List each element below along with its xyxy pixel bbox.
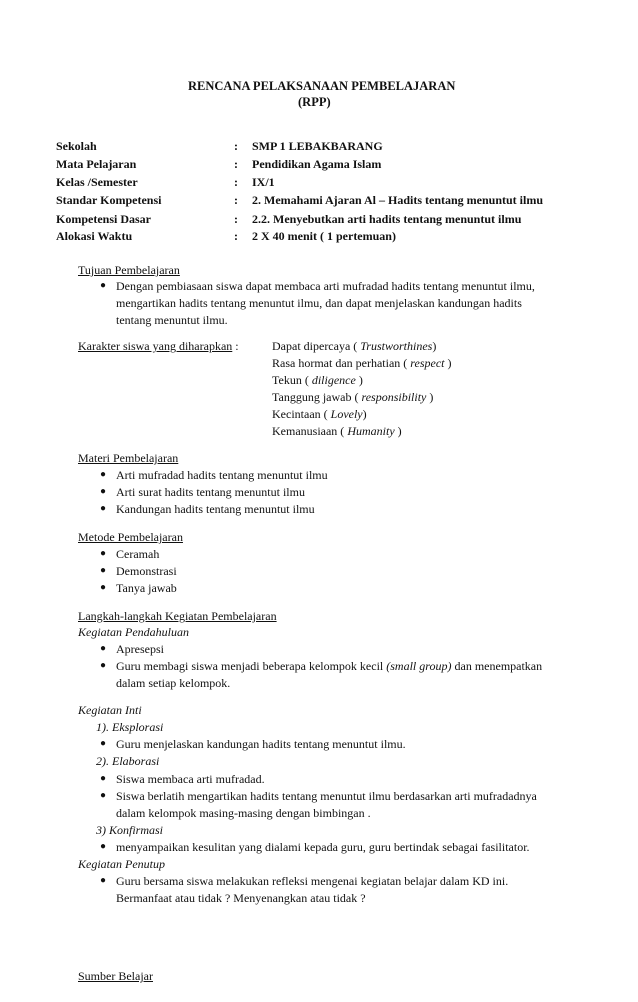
identity-colon: :: [234, 175, 238, 189]
subheading-pendahuluan: Kegiatan Pendahuluan: [78, 625, 189, 639]
karakter-item: Kemanusiaan ( Humanity ): [272, 424, 402, 438]
identity-value-sekolah: SMP 1 LEBAKBARANG: [252, 139, 383, 153]
identity-colon: :: [234, 193, 238, 207]
bullet-icon: ●: [100, 875, 107, 886]
bullet-icon: ●: [100, 738, 107, 749]
list-item: Tanya jawab: [116, 581, 177, 595]
subheading-elaborasi: 2). Elaborasi: [96, 754, 160, 768]
page-title-line2: (RPP): [298, 95, 331, 109]
bullet-icon: ●: [100, 660, 107, 671]
subheading-eksplorasi: 1). Eksplorasi: [96, 720, 164, 734]
identity-colon: :: [234, 157, 238, 171]
list-item: Siswa berlatih mengartikan hadits tentang menuntut ilmu berdasarkan arti mufradadnya: [116, 789, 537, 803]
identity-colon: :: [234, 139, 238, 153]
bullet-icon: ●: [100, 790, 107, 801]
identity-colon: :: [234, 212, 238, 226]
karakter-item: Kecintaan ( Lovely): [272, 407, 367, 421]
bullet-icon: ●: [100, 486, 107, 497]
list-item: Siswa membaca arti mufradad.: [116, 772, 265, 786]
karakter-item: Tekun ( diligence ): [272, 373, 363, 387]
list-item: Ceramah: [116, 547, 160, 561]
subheading-inti: Kegiatan Inti: [78, 703, 142, 717]
bullet-icon: ●: [100, 548, 107, 559]
identity-label-kelas: Kelas /Semester: [56, 175, 138, 189]
identity-value-kd: 2.2. Menyebutkan arti hadits tentang menuntut ilmu: [252, 212, 522, 226]
bullet-icon: ●: [100, 565, 107, 576]
identity-label-sekolah: Sekolah: [56, 139, 97, 153]
bullet-icon: ●: [100, 280, 107, 291]
list-item: Arti mufradad hadits tentang menuntut ilmu: [116, 468, 328, 482]
identity-value-mapel: Pendidikan Agama Islam: [252, 157, 382, 171]
identity-label-kd: Kompetensi Dasar: [56, 212, 151, 226]
list-item-continuation: Bermanfaat atau tidak ? Menyenangkan atau tidak ?: [116, 891, 366, 905]
karakter-item: Rasa hormat dan perhatian ( respect ): [272, 356, 452, 370]
karakter-item: Dapat dipercaya ( Trustworthines): [272, 339, 437, 353]
bullet-icon: ●: [100, 503, 107, 514]
section-heading-karakter: Karakter siswa yang diharapkan: [78, 339, 233, 353]
bullet-icon: ●: [100, 773, 107, 784]
list-item: Arti surat hadits tentang menuntut ilmu: [116, 485, 305, 499]
section-heading-langkah: Langkah-langkah Kegiatan Pembelajaran: [78, 609, 277, 623]
list-item: Apresepsi: [116, 642, 164, 656]
identity-label-mapel: Mata Pelajaran: [56, 157, 137, 171]
section-heading-materi: Materi Pembelajaran: [78, 451, 179, 465]
bullet-icon: ●: [100, 841, 107, 852]
subheading-penutup: Kegiatan Penutup: [78, 857, 165, 871]
identity-value-kelas: IX/1: [252, 175, 275, 189]
section-heading-metode: Metode Pembelajaran: [78, 530, 183, 544]
bullet-icon: ●: [100, 469, 107, 480]
karakter-heading-wrap: [78, 338, 239, 354]
list-item: menyampaikan kesulitan yang dialami kepada guru, guru bertindak sebagai fasilitator.: [116, 840, 530, 854]
identity-value-sk: 2. Memahami Ajaran Al – Hadits tentang menuntut ilmu: [252, 193, 544, 207]
list-item: Guru menjelaskan kandungan hadits tentang menuntut ilmu.: [116, 737, 406, 751]
page-title-line1: RENCANA PELAKSANAAN PEMBELAJARAN: [188, 79, 456, 93]
karakter-colon: :: [235, 339, 239, 353]
section-heading-tujuan: Tujuan Pembelajaran: [78, 263, 180, 277]
bullet-icon: ●: [100, 643, 107, 654]
list-item: Kandungan hadits tentang menuntut ilmu: [116, 502, 315, 516]
identity-colon: :: [234, 229, 238, 243]
list-item: Demonstrasi: [116, 564, 177, 578]
list-item: Guru membagi siswa menjadi beberapa kelompok kecil (small group) dan menempatkan: [116, 659, 543, 673]
list-item: Guru bersama siswa melakukan refleksi mengenai kegiatan belajar dalam KD ini.: [116, 874, 509, 888]
list-item-continuation: dalam setiap kelompok.: [116, 676, 231, 690]
tujuan-text: Dengan pembiasaan siswa dapat membaca arti mufradad hadits tentang menuntut ilmu, mengartikan hadits tentang menuntut ilmu, dan dapat menjelaskan kandungan hadits tentang menuntut ilmu.: [116, 279, 535, 327]
subheading-konfirmasi: 3) Konfirmasi: [96, 823, 164, 837]
identity-label-alokasi: Alokasi Waktu: [56, 229, 133, 243]
identity-label-sk: Standar Kompetensi: [56, 193, 162, 207]
bullet-icon: ●: [100, 582, 107, 593]
section-heading-sumber: Sumber Belajar: [78, 969, 153, 983]
karakter-item: Tanggung jawab ( responsibility ): [272, 390, 434, 404]
list-item-continuation: dalam kelompok masing-masing dengan bimbingan .: [116, 806, 371, 820]
identity-value-alokasi: 2 X 40 menit ( 1 pertemuan): [252, 229, 396, 243]
